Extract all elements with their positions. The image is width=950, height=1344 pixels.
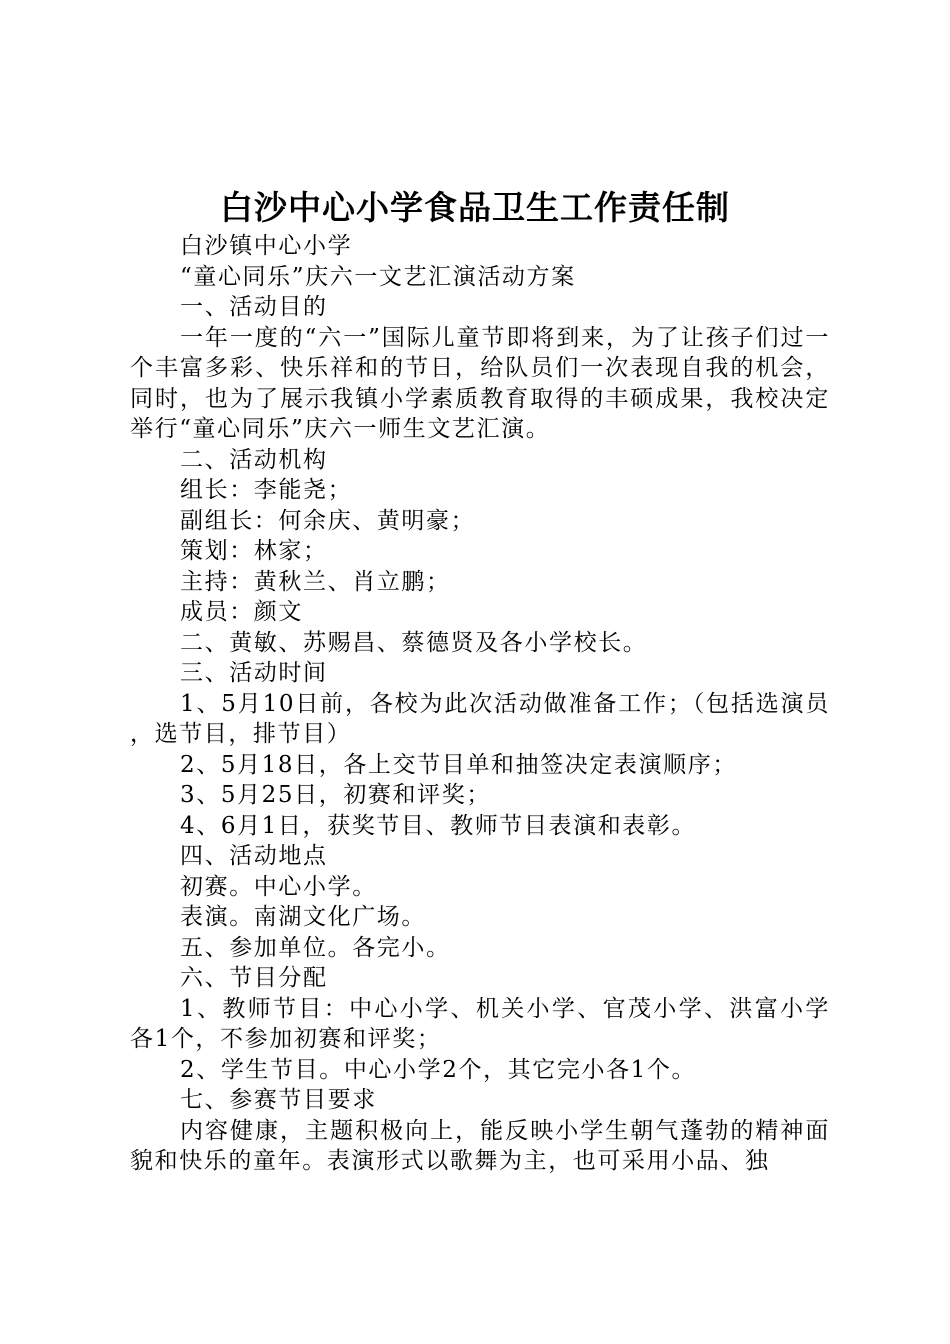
paragraph-time-item-2: 2、5月18日，各上交节目单和抽签决定表演顺序； xyxy=(180,751,737,778)
heading-program-allocation: 六、节目分配 xyxy=(180,965,328,991)
paragraph-school-name: 白沙镇中心小学 xyxy=(180,233,353,259)
paragraph-deputy-leader: 副组长：何余庆、黄明豪； xyxy=(180,507,476,534)
paragraph-planner: 策划：林家； xyxy=(180,538,328,564)
paragraph-leader: 组长：李能尧； xyxy=(180,477,353,503)
heading-program-requirements: 七、参赛节目要求 xyxy=(180,1087,377,1113)
heading-activity-location: 四、活动地点 xyxy=(180,843,328,869)
paragraph-program-requirements: 内容健康，主题积极向上，能反映小学生朝气蓬勃的精神面貌和快乐的童年。表演形式以歌舞为主，也可采用小品、独 xyxy=(130,1117,830,1174)
paragraph-time-item-4: 4、6月1日，获奖节目、教师节目表演和表彰。 xyxy=(180,812,697,839)
paragraph-location-performance: 表演。南湖文化广场。 xyxy=(180,904,426,930)
paragraph-student-programs: 2、学生节目。中心小学2个，其它完小各1个。 xyxy=(180,1056,697,1083)
paragraph-participating-units: 五、参加单位。各完小。 xyxy=(180,934,451,961)
paragraph-members: 成员：颜文 xyxy=(180,599,303,625)
heading-activity-organization: 二、活动机构 xyxy=(180,446,328,473)
document-title: 白沙中心小学食品卫生工作责任制 xyxy=(220,188,730,227)
heading-activity-purpose: 一、活动目的 xyxy=(180,294,328,320)
paragraph-activity-purpose: 一年一度的“六一”国际儿童节即将到来，为了让孩子们过一个丰富多彩、快乐祥和的节日，给队员们一次表现自我的机会，同时，也为了展示我镇小学素质教育取得的丰硕成果，我校决定举行“童心同乐”庆六一师生文艺汇演。 xyxy=(130,324,830,442)
paragraph-members-continued: 二、黄敏、苏赐昌、蔡德贤及各小学校长。 xyxy=(180,629,648,656)
heading-activity-time: 三、活动时间 xyxy=(180,660,328,686)
paragraph-plan-title: “童心同乐”庆六一文艺汇演活动方案 xyxy=(180,263,576,290)
paragraph-hosts: 主持：黄秋兰、肖立鹏； xyxy=(180,568,451,595)
paragraph-location-preliminary: 初赛。中心小学。 xyxy=(180,873,377,900)
document-body xyxy=(130,231,830,1177)
paragraph-time-item-3: 3、5月25日，初赛和评奖； xyxy=(180,782,491,808)
paragraph-teacher-programs: 1、教师节目：中心小学、机关小学、官茂小学、洪富小学各1个，不参加初赛和评奖； xyxy=(130,995,830,1052)
paragraph-time-item-1: 1、5月10日前，各校为此次活动做准备工作；（包括选演员，选节目，排节目） xyxy=(130,690,830,747)
